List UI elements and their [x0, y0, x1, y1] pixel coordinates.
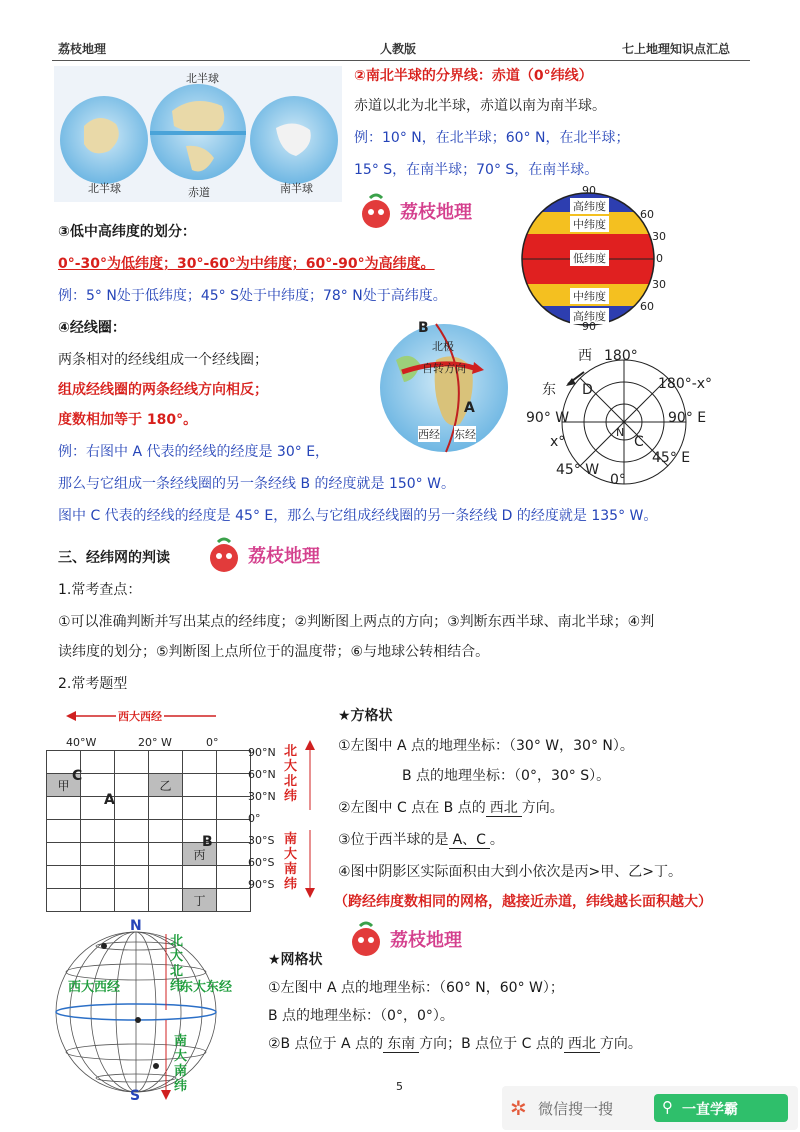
square-heading: ★方格状	[338, 708, 393, 724]
square-q3-tail: 。	[489, 832, 504, 848]
square-q1b: B 点的地理坐标：（0°，30° S）。	[402, 768, 611, 784]
ns-arrows	[302, 740, 322, 900]
right-30n: 30°N	[248, 790, 276, 803]
point-A: A	[104, 792, 115, 808]
band-mid-n: 中纬度	[570, 216, 609, 232]
globe-q2-text: ②B 点位于 A 点的	[268, 1036, 384, 1052]
latitude-title: ③低中高纬度的划分：	[58, 224, 196, 240]
south-vertical-label: 南大南纬	[284, 832, 298, 892]
grid-para1: ①可以准确判断并写出某点的经纬度；②判断图上两点的方向；③判断东西半球、南北半球；④判	[58, 614, 655, 630]
globe-q1: ①左图中 A 点的地理坐标：（60° N，60° W）；	[268, 980, 564, 996]
point-B: B	[202, 834, 213, 850]
cell-bing: 丙	[183, 843, 217, 866]
grid-para2: 读纬度的划分；⑤判断图上点所位于的温度带；⑥与地球公转相结合。	[58, 644, 490, 660]
globe-south-label: 南大南纬	[174, 1034, 188, 1094]
hemisphere-globes	[54, 66, 342, 202]
polar-N: N	[616, 426, 625, 439]
meridian-ex1: 例：右图中 A 代表的经线的经度是 30° E，	[58, 444, 330, 460]
wechat-label: 微信搜一搜	[538, 1100, 614, 1118]
polar-x: x°	[550, 434, 566, 450]
globe-grid-svg	[54, 916, 254, 1106]
cell-yi: 乙	[149, 774, 183, 797]
polar-D: D	[582, 382, 593, 398]
grid-section-title: 三、经纬网的判读	[58, 550, 170, 566]
lat-60-s: 60	[640, 300, 654, 313]
label-south-bottom: 南半球	[280, 182, 313, 195]
logo-text-3: 荔枝地理	[390, 930, 462, 951]
globe-east-label: 东大东经	[180, 980, 233, 995]
latitude-rule: 0°-30°为低纬度；30°-60°为中纬度；60°-90°为高纬度。	[58, 256, 435, 272]
equator-band	[150, 131, 246, 135]
band-high-n: 高纬度	[570, 198, 609, 214]
grid-sub1: 1.常考查点：	[58, 582, 142, 598]
cell-jia: 甲	[47, 774, 81, 797]
point-C: C	[72, 768, 83, 784]
right-60s: 60°S	[248, 856, 275, 869]
header-center: 人教版	[380, 42, 417, 56]
label-equator: 赤道	[188, 186, 210, 199]
lat-60-n: 60	[640, 208, 654, 221]
search-term: 一直学霸	[682, 1102, 738, 1118]
logo-3	[346, 920, 486, 964]
hemisphere-ex1: 例：10° N，在北半球；60° N，在北半球；	[354, 130, 630, 146]
band-mid-s: 中纬度	[570, 288, 609, 304]
logo-text: 荔枝地理	[400, 202, 472, 223]
right-0: 0°	[248, 812, 261, 825]
latitude-diagram	[520, 186, 668, 332]
globe-north: 北极	[432, 340, 454, 353]
right-90n: 90°N	[248, 746, 276, 759]
square-q1a: ①左图中 A 点的地理坐标：（30° W，30° N）。	[338, 738, 634, 754]
square-q2-answer: 西北	[486, 800, 522, 817]
globe-north-label: 北大北纬	[170, 934, 184, 994]
globe-B: B	[418, 320, 429, 336]
lat-90-top: 90	[582, 184, 596, 197]
search-pill[interactable]	[654, 1094, 788, 1122]
square-q3-text: ③位于西半球的是	[338, 832, 449, 848]
globe-S: S	[130, 1088, 141, 1104]
right-90s: 90°S	[248, 878, 275, 891]
globe-N: N	[130, 918, 142, 934]
meridian-title: ④经线圈：	[58, 320, 126, 336]
label-north-top: 北半球	[186, 72, 219, 85]
square-q3	[338, 830, 504, 850]
square-q2-text: ②左图中 C 点在 B 点的	[338, 800, 486, 816]
globe-q1b: B 点的地理坐标：（0°，0°）。	[268, 1008, 454, 1024]
square-q2-tail: 方向。	[521, 800, 564, 816]
lat-90-bottom: 90	[582, 320, 596, 333]
polar-bl: 45° W	[556, 462, 600, 478]
globe-east: 东经	[454, 428, 476, 441]
hemisphere-ex2: 15° S，在南半球；70° S，在南半球。	[354, 162, 599, 178]
globe-west: 西经	[418, 428, 440, 441]
meridian-ex3: 图中 C 代表的经线的经度是 45° E，那么与它组成经线圈的另一条经线 D 的经度就是 135° W。	[58, 508, 658, 524]
globe-rotation: 自转方向	[422, 362, 466, 375]
polar-west: 西	[578, 348, 592, 364]
globe-q2-tail: 方向。	[599, 1036, 642, 1052]
header-left: 荔枝地理	[58, 42, 107, 56]
polar-diagram	[528, 340, 738, 490]
north-vertical-label: 北大北纬	[284, 744, 298, 804]
lat-30-n: 30	[652, 230, 666, 243]
header-divider	[52, 60, 750, 61]
top-label-20w: 20° W	[138, 736, 172, 749]
label-north-bottom: 北半球	[88, 182, 121, 195]
hemisphere-line1: 赤道以北为北半球，赤道以南为南半球。	[354, 98, 606, 114]
lychee-icon-2	[204, 536, 244, 576]
polar-C: C	[634, 434, 644, 450]
band-high-s: 高纬度	[570, 308, 609, 324]
grid-sub2: 2.常考题型	[58, 676, 128, 692]
globe-q2	[268, 1034, 642, 1054]
meridian-line2: 组成经线圈的两条经线方向相反；	[58, 382, 268, 398]
logo	[356, 192, 496, 236]
logo-text-2: 荔枝地理	[248, 546, 320, 567]
west-arrow	[46, 704, 316, 734]
globe-q2-mid: 方向；B 点位于 C 点的	[419, 1036, 564, 1052]
right-30s: 30°S	[248, 834, 275, 847]
polar-right: 90° E	[668, 410, 707, 426]
meridian-globe	[376, 320, 512, 456]
square-q3-answer: A、C	[449, 832, 490, 849]
globe-q2-answer2: 西北	[564, 1036, 600, 1053]
top-label-0: 0°	[206, 736, 219, 749]
page-number: 5	[396, 1080, 403, 1093]
polar-tr: 180°-x°	[658, 376, 713, 392]
meridian-ex2: 那么与它组成一条经线圈的另一条经线 B 的经度就是 150° W。	[58, 476, 455, 492]
right-60n: 60°N	[248, 768, 276, 781]
polar-br: 45° E	[652, 450, 691, 466]
globe-A: A	[464, 400, 475, 416]
polar-bottom: 0°	[610, 472, 626, 488]
lychee-icon	[356, 192, 396, 232]
meridian-line1: 两条相对的经线组成一个经线圈；	[58, 352, 268, 368]
globe-heading: ★网格状	[268, 952, 323, 968]
globe-grid-diagram	[54, 916, 254, 1106]
west-arrow-label: 西大西经	[118, 710, 162, 723]
polar-east: 东	[542, 382, 556, 398]
search-icon: ⚲	[662, 1098, 673, 1116]
lychee-icon-3	[346, 920, 386, 960]
square-note: （跨经纬度数相同的网格，越接近赤道，纬线越长面积越大）	[334, 894, 712, 910]
globe-west-label: 西大西经	[68, 980, 121, 995]
band-low: 低纬度	[570, 250, 609, 266]
meridian-line3: 度数相加等于 180°。	[58, 412, 198, 428]
polar-left: 90° W	[526, 410, 570, 426]
top-label-40w: 40°W	[66, 736, 97, 749]
cell-ding: 丁	[183, 889, 217, 912]
latitude-example: 例：5° N处于低纬度；45° S处于中纬度；78° N处于高纬度。	[58, 288, 447, 304]
wechat-icon: ✲	[510, 1096, 527, 1120]
wechat-search-bar[interactable]	[502, 1086, 798, 1130]
lat-0: 0	[656, 252, 663, 265]
globe-q2-answer1: 东南	[383, 1036, 419, 1053]
square-q2	[338, 798, 564, 818]
lat-30-s: 30	[652, 278, 666, 291]
polar-top: 180°	[604, 348, 638, 364]
header-right: 七上地理知识点汇总	[622, 42, 731, 56]
hemisphere-title: ②南北半球的分界线：赤道（0°纬线）	[354, 68, 593, 84]
square-q4: ④图中阴影区实际面积由大到小依次是丙>甲、乙>丁。	[338, 864, 683, 880]
logo-2	[204, 536, 344, 580]
square-grid-diagram	[46, 704, 316, 908]
